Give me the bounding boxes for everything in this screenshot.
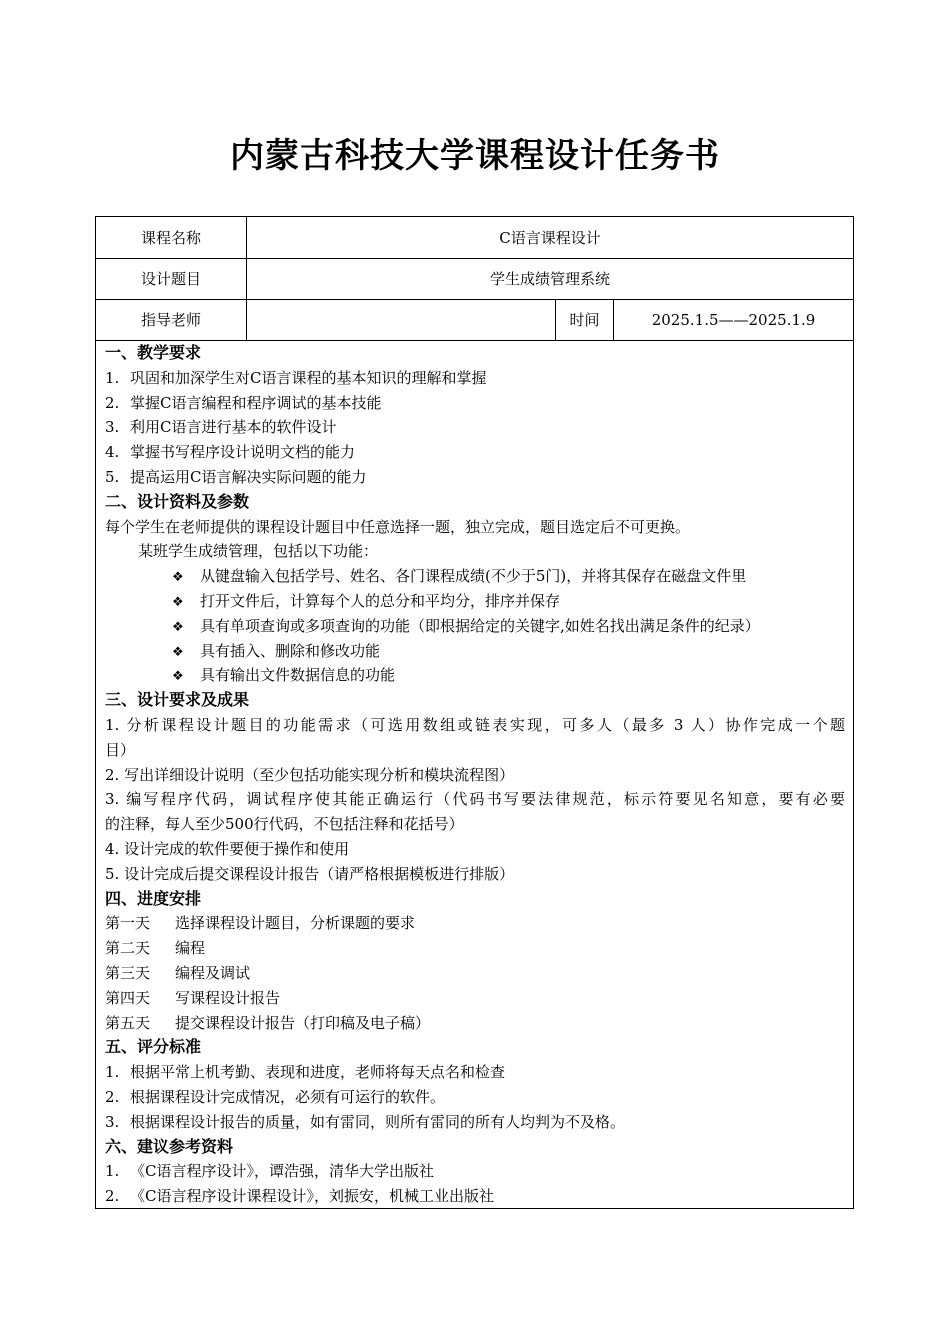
list-item: 1. 分析课程设计题目的功能需求（可选用数组或链表实现，可多人（最多 3 人）协作完成一个题 xyxy=(105,715,845,734)
item-number: 1. xyxy=(105,1162,120,1181)
item-text: 具有插入、删除和修改功能 xyxy=(200,641,381,660)
item-number: 3. xyxy=(105,1112,120,1131)
item-number: 2. xyxy=(105,1187,120,1206)
paragraph: 每个学生在老师提供的课程设计题目中任意选择一题，独立完成，题目选定后不可更换。 xyxy=(105,517,691,536)
item-text: 《C语言程序设计》，谭浩强，清华大学出版社 xyxy=(130,1162,434,1181)
item-number: 1. xyxy=(105,368,120,387)
item-text: 掌握书写程序设计说明文档的能力 xyxy=(130,443,356,462)
item-text: 提高运用C语言解决实际问题的能力 xyxy=(130,467,367,486)
day-task: 提交课程设计报告（打印稿及电子稿） xyxy=(175,1013,431,1032)
schedule-row xyxy=(105,911,845,936)
teacher-label: 指导老师 xyxy=(96,299,247,340)
course-row xyxy=(96,217,853,259)
section-heading: 三、设计要求及成果 xyxy=(105,690,250,710)
list-item xyxy=(105,564,845,589)
time-label: 时间 xyxy=(556,299,614,340)
section-heading: 六、建议参考资料 xyxy=(105,1136,234,1156)
list-item xyxy=(105,1184,845,1209)
day-label: 第三天 xyxy=(105,963,151,982)
item-text: 《C语言程序设计课程设计》，刘振安，机械工业出版社 xyxy=(130,1187,494,1206)
diamond-bullet-icon: ❖ xyxy=(172,570,184,586)
list-item xyxy=(105,589,845,614)
schedule-row xyxy=(105,986,845,1011)
diamond-bullet-icon: ❖ xyxy=(172,644,184,660)
diamond-bullet-icon: ❖ xyxy=(172,619,184,635)
task-content xyxy=(105,341,845,1209)
item-text: 具有单项查询或多项查询的功能（即根据给定的关键字,如姓名找出满足条件的纪录） xyxy=(200,616,760,635)
list-item xyxy=(105,1159,845,1184)
list-item xyxy=(105,1110,845,1135)
item-text: 掌握C语言编程和程序调试的基本技能 xyxy=(130,393,382,412)
course-label: 课程名称 xyxy=(96,217,247,258)
item-text: 根据课程设计报告的质量，如有雷同，则所有雷同的所有人均判为不及格。 xyxy=(130,1112,626,1131)
list-item-continuation: 的注释，每人至少500行代码，不包括注释和花括号） xyxy=(105,815,464,834)
list-item xyxy=(105,1085,845,1110)
item-text: 打开文件后，计算每个人的总分和平均分，排序并保存 xyxy=(200,591,561,610)
section-heading: 一、教学要求 xyxy=(105,343,202,362)
teacher-row xyxy=(96,299,853,341)
diamond-bullet-icon: ❖ xyxy=(172,669,184,685)
time-value: 2025.1.5——2025.1.9 xyxy=(651,310,816,329)
list-item xyxy=(105,639,845,664)
schedule-row xyxy=(105,961,845,986)
list-item xyxy=(105,391,845,416)
task-table xyxy=(95,216,854,1209)
topic-row xyxy=(96,258,853,300)
teacher-value xyxy=(247,299,556,340)
item-text: 根据课程设计完成情况，必须有可运行的软件。 xyxy=(130,1087,446,1106)
day-task: 编程 xyxy=(175,939,206,958)
list-item: 4. 设计完成的软件要便于操作和使用 xyxy=(105,839,350,858)
list-item xyxy=(105,465,845,490)
item-number: 5. xyxy=(105,467,120,486)
day-label: 第四天 xyxy=(105,988,151,1007)
item-text: 具有输出文件数据信息的功能 xyxy=(200,666,396,685)
item-number: 3. xyxy=(105,418,120,437)
item-number: 4. xyxy=(105,443,120,462)
list-item xyxy=(105,440,845,465)
topic-value: 学生成绩管理系统 xyxy=(489,270,610,288)
list-item: 3. 编写程序代码，调试程序使其能正确运行（代码书写要法律规范，标示符要见名知意，要有必要 xyxy=(105,790,845,809)
topic-label: 设计题目 xyxy=(96,258,247,299)
day-label: 第一天 xyxy=(105,914,151,933)
section-heading: 五、评分标准 xyxy=(105,1037,202,1057)
list-item xyxy=(105,366,845,391)
course-value: C语言课程设计 xyxy=(499,229,601,247)
list-item xyxy=(105,614,845,639)
page-title: 内蒙古科技大学课程设计任务书 xyxy=(230,136,720,176)
schedule-row xyxy=(105,936,845,961)
list-item: 5. 设计完成后提交课程设计报告（请严格根据模板进行排版） xyxy=(105,864,515,883)
section-heading: 二、设计资料及参数 xyxy=(105,491,250,511)
paragraph: 某班学生成绩管理，包括以下功能： xyxy=(138,542,379,561)
list-item xyxy=(105,1060,845,1085)
item-number: 2. xyxy=(105,1087,120,1106)
day-label: 第五天 xyxy=(105,1013,151,1032)
item-text: 根据平常上机考勤、表现和进度，老师将每天点名和检查 xyxy=(130,1063,506,1082)
list-item-continuation: 目） xyxy=(105,740,136,759)
item-number: 2. xyxy=(105,393,120,412)
diamond-bullet-icon: ❖ xyxy=(172,594,184,610)
section-heading: 四、进度安排 xyxy=(105,888,202,908)
day-label: 第二天 xyxy=(105,939,151,958)
item-text: 巩固和加深学生对C语言课程的基本知识的理解和掌握 xyxy=(130,368,487,387)
item-text: 从键盘输入包括学号、姓名、各门课程成绩(不少于5门)，并将其保存在磁盘文件里 xyxy=(200,567,747,586)
list-item xyxy=(105,663,845,688)
day-task: 写课程设计报告 xyxy=(175,988,281,1007)
schedule-row xyxy=(105,1011,845,1036)
item-number: 1. xyxy=(105,1063,120,1082)
list-item: 2. 写出详细设计说明（至少包括功能实现分析和模块流程图） xyxy=(105,765,515,784)
list-item xyxy=(105,415,845,440)
day-task: 选择课程设计题目，分析课题的要求 xyxy=(175,914,416,933)
day-task: 编程及调试 xyxy=(175,963,251,982)
item-text: 利用C语言进行基本的软件设计 xyxy=(130,418,337,437)
